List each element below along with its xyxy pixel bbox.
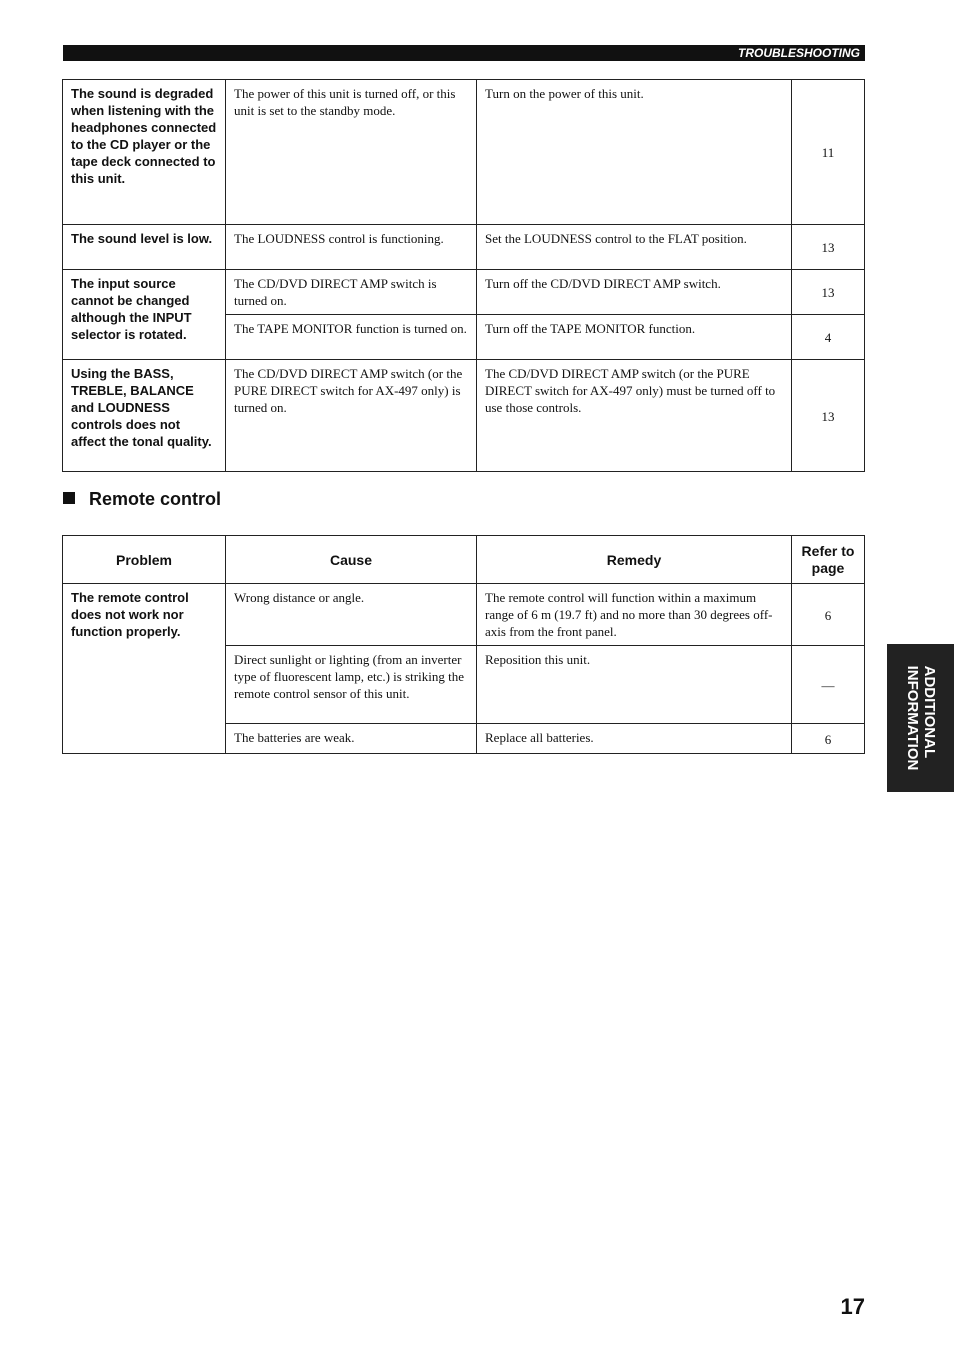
remedy-cell: Turn on the power of this unit.	[477, 80, 792, 225]
remedy-cell: The remote control will function within a maximum range of 6 m (19.7 ft) and no more than 30 degrees off-axis from the front panel.	[477, 584, 792, 646]
column-header-page: Refer to page	[792, 536, 865, 584]
column-header-cause: Cause	[226, 536, 477, 584]
column-header-remedy: Remedy	[477, 536, 792, 584]
cause-cell: Direct sunlight or lighting (from an inverter type of fluorescent lamp, etc.) is striking the remote control sensor of this unit.	[226, 646, 477, 724]
side-section-tab	[887, 644, 954, 792]
remote-control-table	[62, 535, 865, 754]
troubleshooting-table	[62, 79, 865, 472]
remedy-cell: Reposition this unit.	[477, 646, 792, 724]
page-ref-cell: 4	[792, 315, 865, 360]
cause-cell: The CD/DVD DIRECT AMP switch (or the PURE DIRECT switch for AX-497 only) is turned on.	[226, 360, 477, 472]
problem-cell: The sound level is low.	[63, 225, 226, 270]
column-header-problem: Problem	[63, 536, 226, 584]
table-row	[63, 80, 865, 225]
cause-cell: The TAPE MONITOR function is turned on.	[226, 315, 477, 360]
page-ref-cell: —	[792, 646, 865, 724]
remedy-cell: Turn off the TAPE MONITOR function.	[477, 315, 792, 360]
remedy-cell: Replace all batteries.	[477, 724, 792, 754]
section-heading	[63, 488, 221, 510]
page-ref-cell: 6	[792, 724, 865, 754]
cause-cell: The power of this unit is turned off, or this unit is set to the standby mode.	[226, 80, 477, 225]
section-heading-text: Remote control	[89, 489, 222, 509]
cause-cell: Wrong distance or angle.	[226, 584, 477, 646]
page-ref-cell: 6	[792, 584, 865, 646]
page-ref-cell: 13	[792, 360, 865, 472]
table-row	[63, 360, 865, 472]
table-header-row	[63, 536, 865, 584]
remedy-cell: The CD/DVD DIRECT AMP switch (or the PURE DIRECT switch for AX-497 only) must be turned off to use those controls.	[477, 360, 792, 472]
side-tab-line-2: INFORMATION	[903, 665, 921, 771]
page-ref-cell: 13	[792, 225, 865, 270]
table-row	[63, 584, 865, 646]
problem-cell: The remote control does not work nor function properly.	[63, 584, 226, 754]
table-row	[63, 270, 865, 315]
section-header-bar	[63, 45, 865, 61]
page-ref-cell: 11	[792, 80, 865, 225]
section-header-label: TROUBLESHOOTING	[738, 46, 860, 60]
page-ref-cell: 13	[792, 270, 865, 315]
side-tab-line-1: ADDITIONAL	[920, 665, 938, 759]
page-number: 17	[840, 1294, 865, 1319]
problem-cell: Using the BASS, TREBLE, BALANCE and LOUDNESS controls does not affect the tonal quality.	[63, 360, 226, 472]
table-row	[63, 225, 865, 270]
square-bullet-icon	[63, 492, 75, 504]
cause-cell: The LOUDNESS control is functioning.	[226, 225, 477, 270]
problem-cell: The sound is degraded when listening with the headphones connected to the CD player or the tape deck connected to this unit.	[63, 80, 226, 225]
remedy-cell: Set the LOUDNESS control to the FLAT position.	[477, 225, 792, 270]
problem-cell: The input source cannot be changed although the INPUT selector is rotated.	[63, 270, 226, 360]
cause-cell: The batteries are weak.	[226, 724, 477, 754]
cause-cell: The CD/DVD DIRECT AMP switch is turned on.	[226, 270, 477, 315]
remedy-cell: Turn off the CD/DVD DIRECT AMP switch.	[477, 270, 792, 315]
